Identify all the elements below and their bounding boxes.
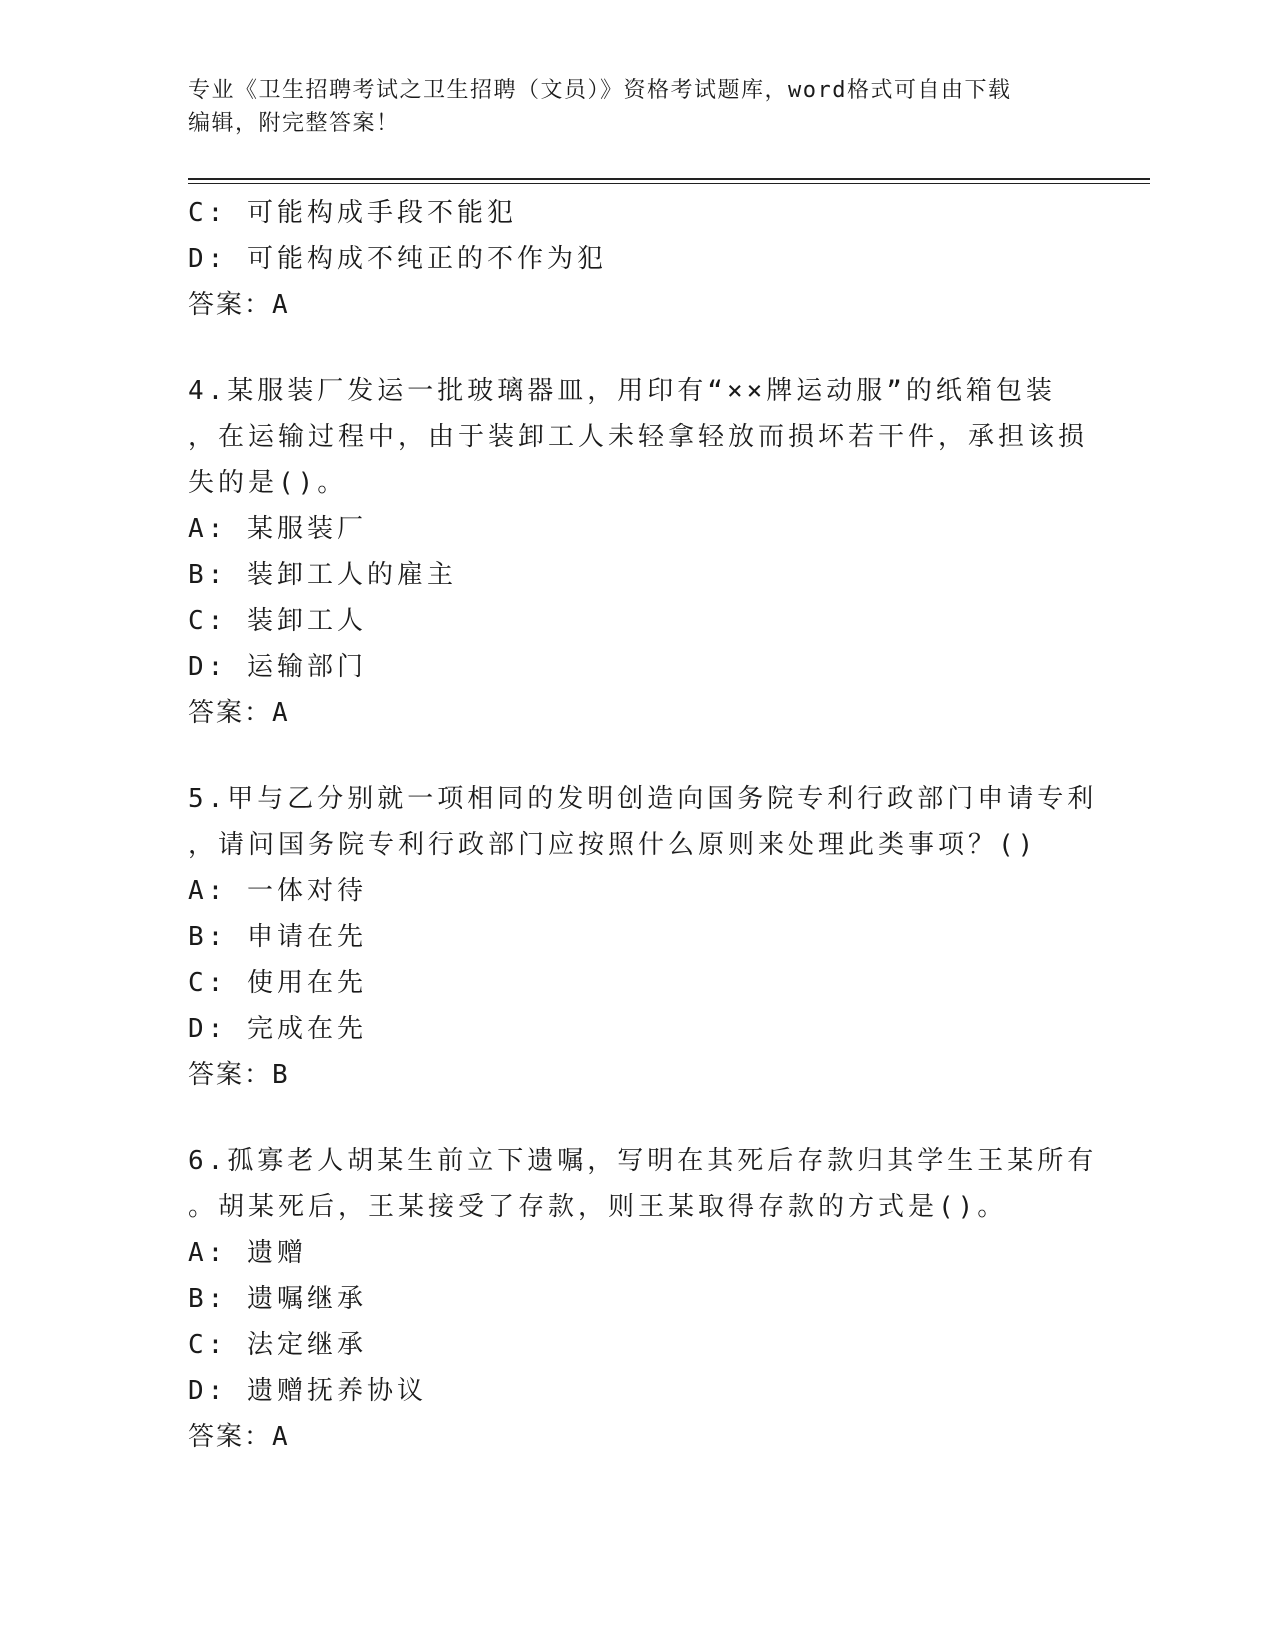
answer bbox=[188, 1414, 1088, 1460]
option-c: C: 装卸工人 bbox=[188, 606, 367, 636]
option-a: A: 某服装厂 bbox=[188, 514, 367, 544]
header-line-2: 编辑，附完整答案！ bbox=[188, 111, 400, 136]
answer-value: A bbox=[272, 698, 290, 728]
question-content bbox=[188, 190, 1098, 1460]
option-d: D: 遗赠抚养协议 bbox=[188, 1376, 427, 1406]
option-a: A: 遗赠 bbox=[188, 1238, 307, 1268]
question-stem-line: 4.某服装厂发运一批玻璃器皿，用印有“××牌运动服”的纸箱包装 bbox=[188, 376, 1056, 406]
option-b: B: 遗嘱继承 bbox=[188, 1284, 367, 1314]
answer-label: 答案： bbox=[188, 1422, 273, 1452]
question-stem-line: ，请问国务院专利行政部门应按照什么原则来处理此类事项？() bbox=[188, 830, 1038, 860]
question-stem-line: 6.孤寡老人胡某生前立下遗嘱，写明在其死后存款归其学生王某所有 bbox=[188, 1146, 1098, 1176]
answer bbox=[188, 282, 1088, 328]
page-header bbox=[188, 74, 1088, 140]
header-line-1: 专业《卫生招聘考试之卫生招聘（文员）》资格考试题库，word格式可自由下载 bbox=[188, 78, 1012, 103]
option-d: D: 完成在先 bbox=[188, 1014, 367, 1044]
question-4 bbox=[188, 368, 1088, 736]
question-5 bbox=[188, 776, 1098, 1098]
answer bbox=[188, 690, 1088, 736]
header-rule-thick bbox=[188, 178, 1150, 180]
option-c: C: 可能构成手段不能犯 bbox=[188, 198, 517, 228]
question-stem-line: ，在运输过程中，由于装卸工人未轻拿轻放而损坏若干件，承担该损 bbox=[188, 422, 1089, 452]
question-3 bbox=[188, 190, 1088, 328]
answer-label: 答案： bbox=[188, 698, 273, 728]
question-stem-line: 。胡某死后，王某接受了存款，则王某取得存款的方式是()。 bbox=[188, 1192, 1008, 1222]
answer-label: 答案： bbox=[188, 290, 273, 320]
option-b: B: 申请在先 bbox=[188, 922, 367, 952]
question-stem-line: 失的是()。 bbox=[188, 468, 348, 498]
question-stem-line: 5.甲与乙分别就一项相同的发明创造向国务院专利行政部门申请专利 bbox=[188, 784, 1098, 814]
option-c: C: 使用在先 bbox=[188, 968, 367, 998]
option-b: B: 装卸工人的雇主 bbox=[188, 560, 457, 590]
option-c: C: 法定继承 bbox=[188, 1330, 367, 1360]
answer-value: A bbox=[272, 290, 290, 320]
question-6 bbox=[188, 1138, 1098, 1460]
answer-value: B bbox=[272, 1060, 290, 1090]
answer-label: 答案： bbox=[188, 1060, 273, 1090]
header-rule-thin bbox=[188, 183, 1150, 184]
option-a: A: 一体对待 bbox=[188, 876, 367, 906]
answer-value: A bbox=[272, 1422, 290, 1452]
option-d: D: 运输部门 bbox=[188, 652, 367, 682]
answer bbox=[188, 1052, 1088, 1098]
option-d: D: 可能构成不纯正的不作为犯 bbox=[188, 244, 607, 274]
